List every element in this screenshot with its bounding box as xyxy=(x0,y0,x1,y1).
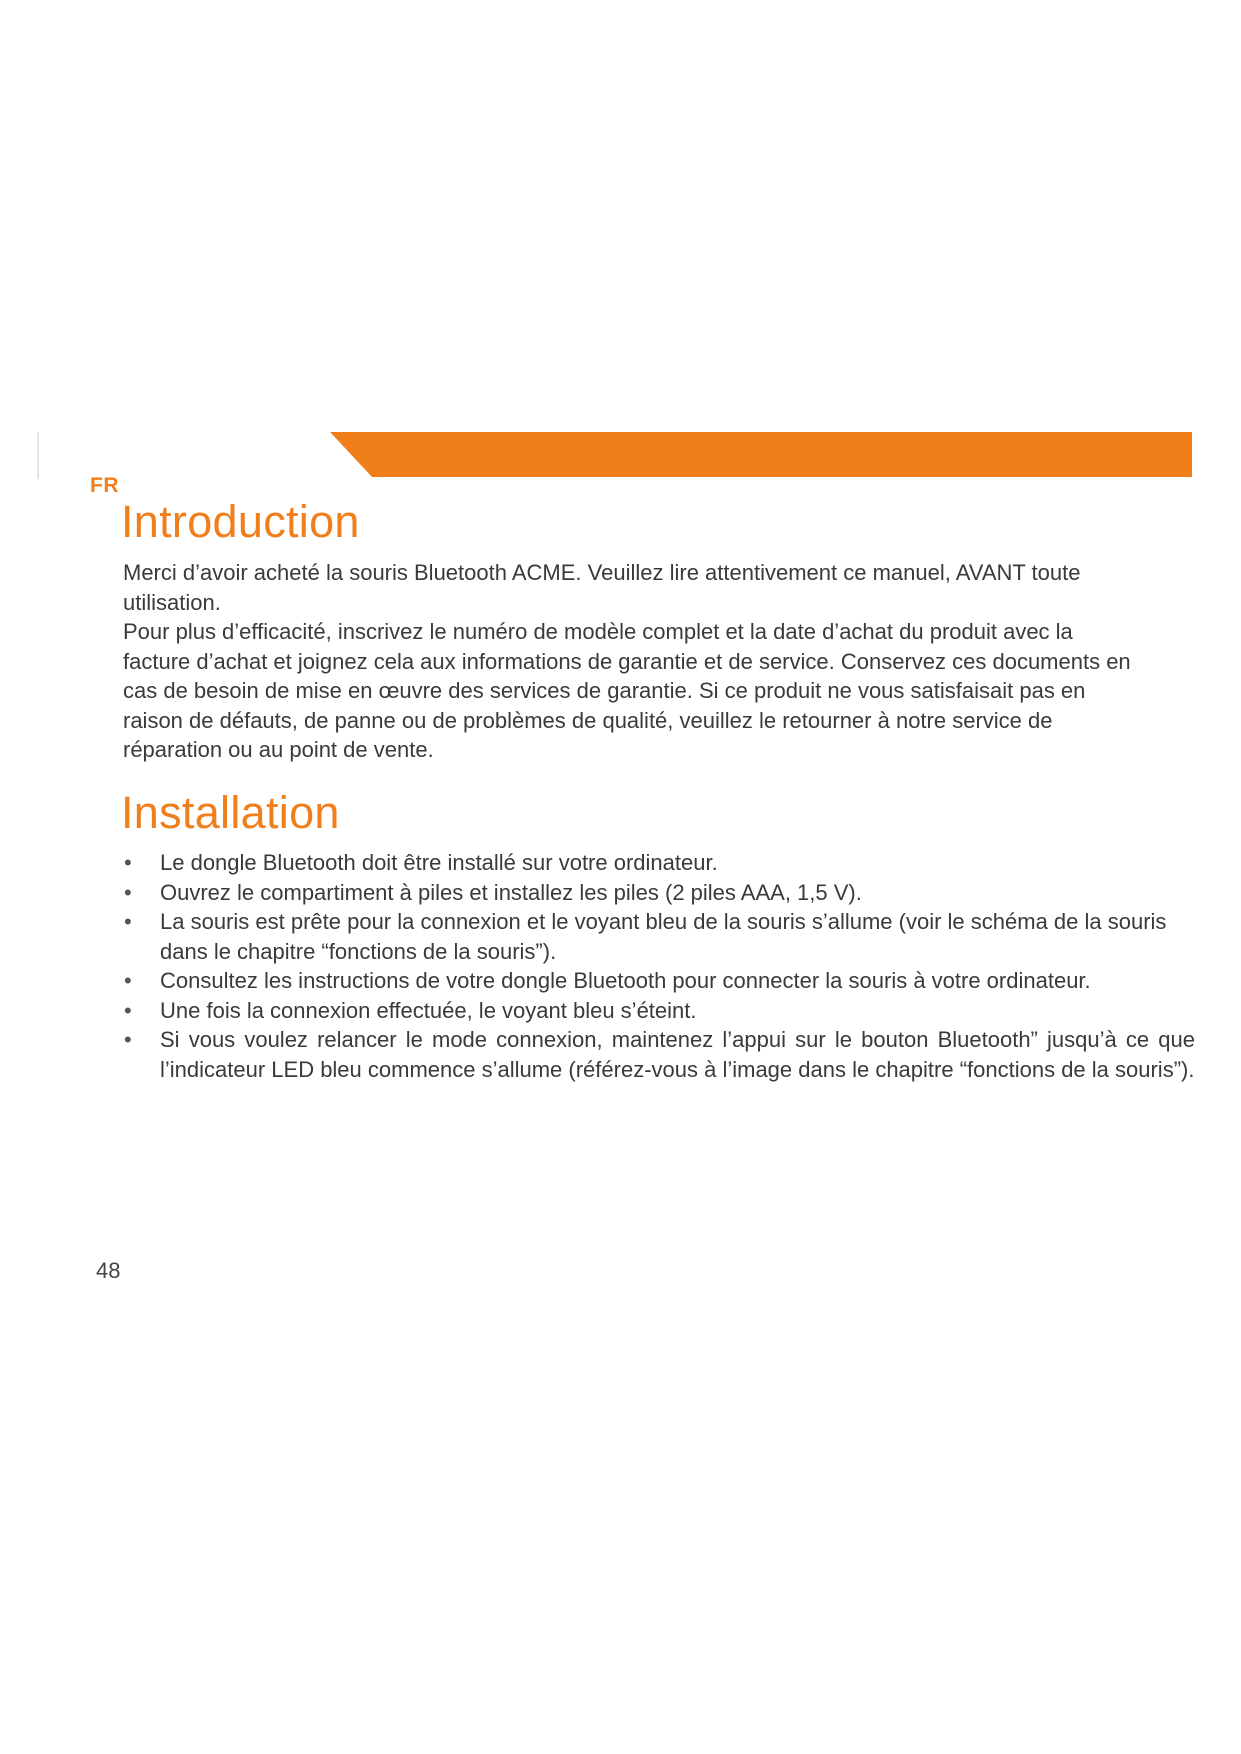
installation-item-text: Ouvrez le compartiment à piles et installez les piles (2 piles AAA, 1,5 V). xyxy=(160,879,862,905)
introduction-body xyxy=(123,558,1145,765)
installation-item-text: Si vous voulez relancer le mode connexion, maintenez l’appui sur le bouton Bluetooth” jusqu’à ce que l’indicateur LED bleu commence s’allume (référez-vous à l’image dans le chapitre “fonctions de la souris”). xyxy=(160,1027,1195,1082)
orange-header-banner xyxy=(330,432,1192,477)
installation-title: Installation xyxy=(121,787,340,838)
bullet-icon: • xyxy=(124,997,132,1023)
left-margin-rule xyxy=(37,432,39,479)
page-number: 48 xyxy=(96,1258,121,1283)
language-tag: FR xyxy=(90,474,119,497)
introduction-paragraph-1: Merci d’avoir acheté la souris Bluetooth ACME. Veuillez lire attentivement ce manuel, AVANT toute utilisation. xyxy=(123,560,1081,615)
installation-item xyxy=(123,1025,1195,1084)
installation-item-text: La souris est prête pour la connexion et le voyant bleu de la souris s’allume (voir le schéma de la souris dans le chapitre “fonctions de la souris”). xyxy=(160,909,1167,964)
orange-banner-shape xyxy=(330,432,1192,477)
installation-item xyxy=(123,848,1195,878)
introduction-title: Introduction xyxy=(121,496,360,547)
bullet-icon: • xyxy=(124,909,132,934)
installation-item xyxy=(123,878,1195,908)
installation-item-text: Une fois la connexion effectuée, le voyant bleu s’éteint. xyxy=(160,997,697,1023)
bullet-icon: • xyxy=(124,1027,132,1052)
installation-item xyxy=(123,966,1195,996)
installation-list xyxy=(123,848,1195,1084)
bullet-icon: • xyxy=(124,850,132,875)
bullet-icon: • xyxy=(124,968,132,993)
installation-item xyxy=(123,907,1195,966)
installation-item-text: Le dongle Bluetooth doit être installé sur votre ordinateur. xyxy=(160,850,718,875)
bullet-icon: • xyxy=(124,879,132,905)
introduction-paragraph-2: Pour plus d’efficacité, inscrivez le numéro de modèle complet et la date d’achat du produit avec la facture d’achat et joignez cela aux informations de garantie et de service. Conservez ces documents en cas de besoin de mise en œuvre des services de garantie. Si ce produit ne vous satisfaisait pas en raison de défauts, de panne ou de problèmes de qualité, veuillez le retourner à notre service de réparation ou au point de vente. xyxy=(123,619,1131,762)
installation-item xyxy=(123,996,1195,1026)
installation-item-text: Consultez les instructions de votre dongle Bluetooth pour connecter la souris à votre ordinateur. xyxy=(160,968,1091,993)
